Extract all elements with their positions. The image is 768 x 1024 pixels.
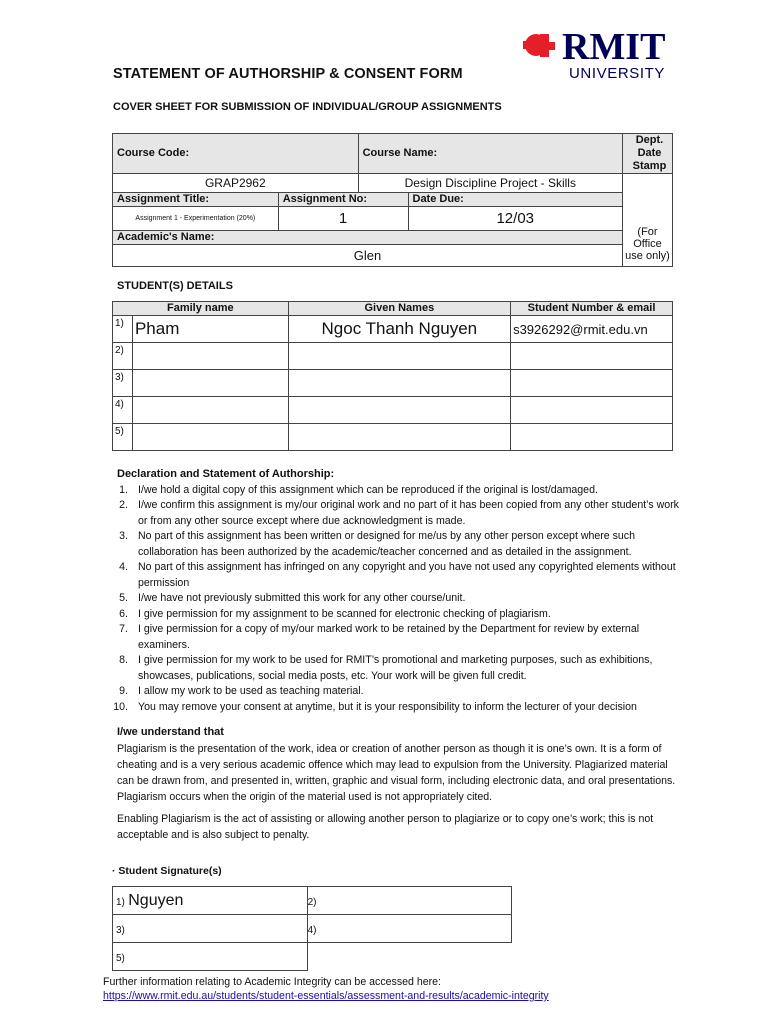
student-number-field[interactable] [511, 370, 673, 397]
table-row [113, 424, 673, 451]
col-student-number: Student Number & email [511, 302, 673, 316]
student-number-field[interactable]: s3926292@rmit.edu.vn [511, 316, 673, 343]
assignment-title-field[interactable]: Assignment 1 - Experimentation (20%) [113, 207, 279, 231]
family-name-field[interactable] [132, 370, 288, 397]
declaration-title: Declaration and Statement of Authorship: [117, 468, 335, 480]
further-info [103, 975, 549, 1003]
given-names-field[interactable] [288, 397, 510, 424]
enabling-plagiarism-paragraph: Enabling Plagiarism is the act of assisting or allowing another person to plagiarize or to copy one’s work; this is not acceptable and is also subject to penalty. [117, 812, 654, 841]
declaration-section [112, 467, 687, 843]
rmit-pixel-mark-icon [522, 30, 560, 60]
course-name-field[interactable]: Design Discipline Project - Skills [358, 174, 622, 193]
signature-1-field[interactable]: 1) Nguyen [113, 887, 308, 915]
understand-title: I/we understand that [117, 726, 224, 738]
table-row [113, 343, 673, 370]
row-number: 3) [113, 370, 133, 397]
list-item: 2. I/we confirm this assignment is my/our original work and no part of it has been copied from any other student’s work or from any other source except where due acknowledgment is made. [119, 499, 679, 527]
academic-name-label: Academic's Name: [113, 231, 623, 245]
plagiarism-paragraph: Plagiarism is the presentation of the work, idea or creation of another person as though it is one’s own. It is a form of cheating and is a very serious academic offence which may lead to expulsion from the University. Plagiarized material can be drawn from, and presented in, written, graphic and visual form, including electronic data, and oral presentations. Plagiarism occurs when the origin of the material used is not appropriately cited. [117, 742, 676, 803]
logo-subtext: UNIVERSITY [569, 65, 666, 82]
list-item: 5. I/we have not previously submitted this work for any other course/unit. [119, 592, 466, 604]
row-number: 2) [113, 343, 133, 370]
signatures-heading: · Student Signature(s) [112, 865, 222, 877]
list-item: 9. I allow my work to be used as teaching material. [119, 685, 364, 697]
student-number-field[interactable] [511, 424, 673, 451]
student-number-field[interactable] [511, 397, 673, 424]
family-name-field[interactable] [132, 397, 288, 424]
given-names-field[interactable] [288, 424, 510, 451]
form-title: STATEMENT OF AUTHORSHIP & CONSENT FORM [113, 66, 463, 82]
signature-4-field[interactable]: 4) [307, 915, 511, 943]
row-number: 4) [113, 397, 133, 424]
logo-wordmark: RMIT [562, 26, 666, 68]
given-names-field[interactable]: Ngoc Thanh Nguyen [288, 316, 510, 343]
table-row [113, 370, 673, 397]
list-item: 10. You may remove your consent at anytime, but it is your responsibility to inform the lecturer of your decision [113, 700, 637, 713]
list-item: 8. I give permission for my work to be used for RMIT’s promotional and marketing purposes, such as exhibitions, showcases, publications, social media posts, etc. Your work will be given full credit. [119, 654, 653, 682]
list-item: 1. I/we hold a digital copy of this assignment which can be reproduced if the original is lost/damaged. [119, 483, 598, 496]
course-code-label: Course Code: [113, 134, 359, 174]
academic-name-field[interactable]: Glen [113, 245, 623, 267]
given-names-field[interactable] [288, 343, 510, 370]
signatures-table [112, 886, 512, 971]
student-number-field[interactable] [511, 343, 673, 370]
date-due-field[interactable]: 12/03 [408, 207, 622, 231]
course-name-label: Course Name: [358, 134, 622, 174]
row-number: 1) [113, 316, 133, 343]
table-row [113, 397, 673, 424]
rmit-logo [522, 28, 672, 84]
course-code-field[interactable]: GRAP2962 [113, 174, 359, 193]
dept-date-stamp-label: Dept. Date Stamp [622, 134, 672, 174]
list-item: 6. I give permission for my assignment to be scanned for electronic checking of plagiarism. [119, 607, 551, 620]
form-subtitle: COVER SHEET FOR SUBMISSION OF INDIVIDUAL/GROUP ASSIGNMENTS [113, 101, 502, 113]
further-info-text: Further information relating to Academic Integrity can be accessed here: [103, 976, 441, 988]
list-item: 3. No part of this assignment has been written or designed for me/us by any other person except where such collaboration has been authorized by the academic/teacher concerned and as detailed in the assignment. [119, 530, 636, 558]
students-table [112, 301, 673, 451]
list-item: 7. I give permission for a copy of my/our marked work to be retained by the Department for review by external examiners. [119, 623, 640, 651]
signature-2-field[interactable]: 2) [307, 887, 511, 915]
assignment-no-label: Assignment No: [278, 193, 408, 207]
signature-3-field[interactable]: 3) [113, 915, 308, 943]
given-names-field[interactable] [288, 370, 510, 397]
family-name-field[interactable] [132, 343, 288, 370]
students-heading: STUDENT(S) DETAILS [117, 280, 233, 292]
date-due-label: Date Due: [408, 193, 622, 207]
table-row [113, 316, 673, 343]
declaration-list [112, 483, 687, 716]
family-name-field[interactable] [132, 424, 288, 451]
office-use-note: (For Office use only) [625, 226, 670, 262]
family-name-field[interactable]: Pham [132, 316, 288, 343]
signature-5-field[interactable]: 5) [113, 943, 308, 971]
course-table [112, 133, 673, 267]
col-family-name: Family name [113, 302, 289, 316]
dept-date-stamp-box [622, 174, 672, 267]
academic-integrity-link[interactable]: https://www.rmit.edu.au/students/student-essentials/assessment-and-results/academic-integrity [103, 990, 549, 1002]
col-given-names: Given Names [288, 302, 510, 316]
list-item: 4. No part of this assignment has infringed on any copyright and you have not used any copyrighted elements without permission [119, 561, 676, 589]
row-number: 5) [113, 424, 133, 451]
assignment-title-label: Assignment Title: [113, 193, 279, 207]
assignment-no-field[interactable]: 1 [278, 207, 408, 231]
